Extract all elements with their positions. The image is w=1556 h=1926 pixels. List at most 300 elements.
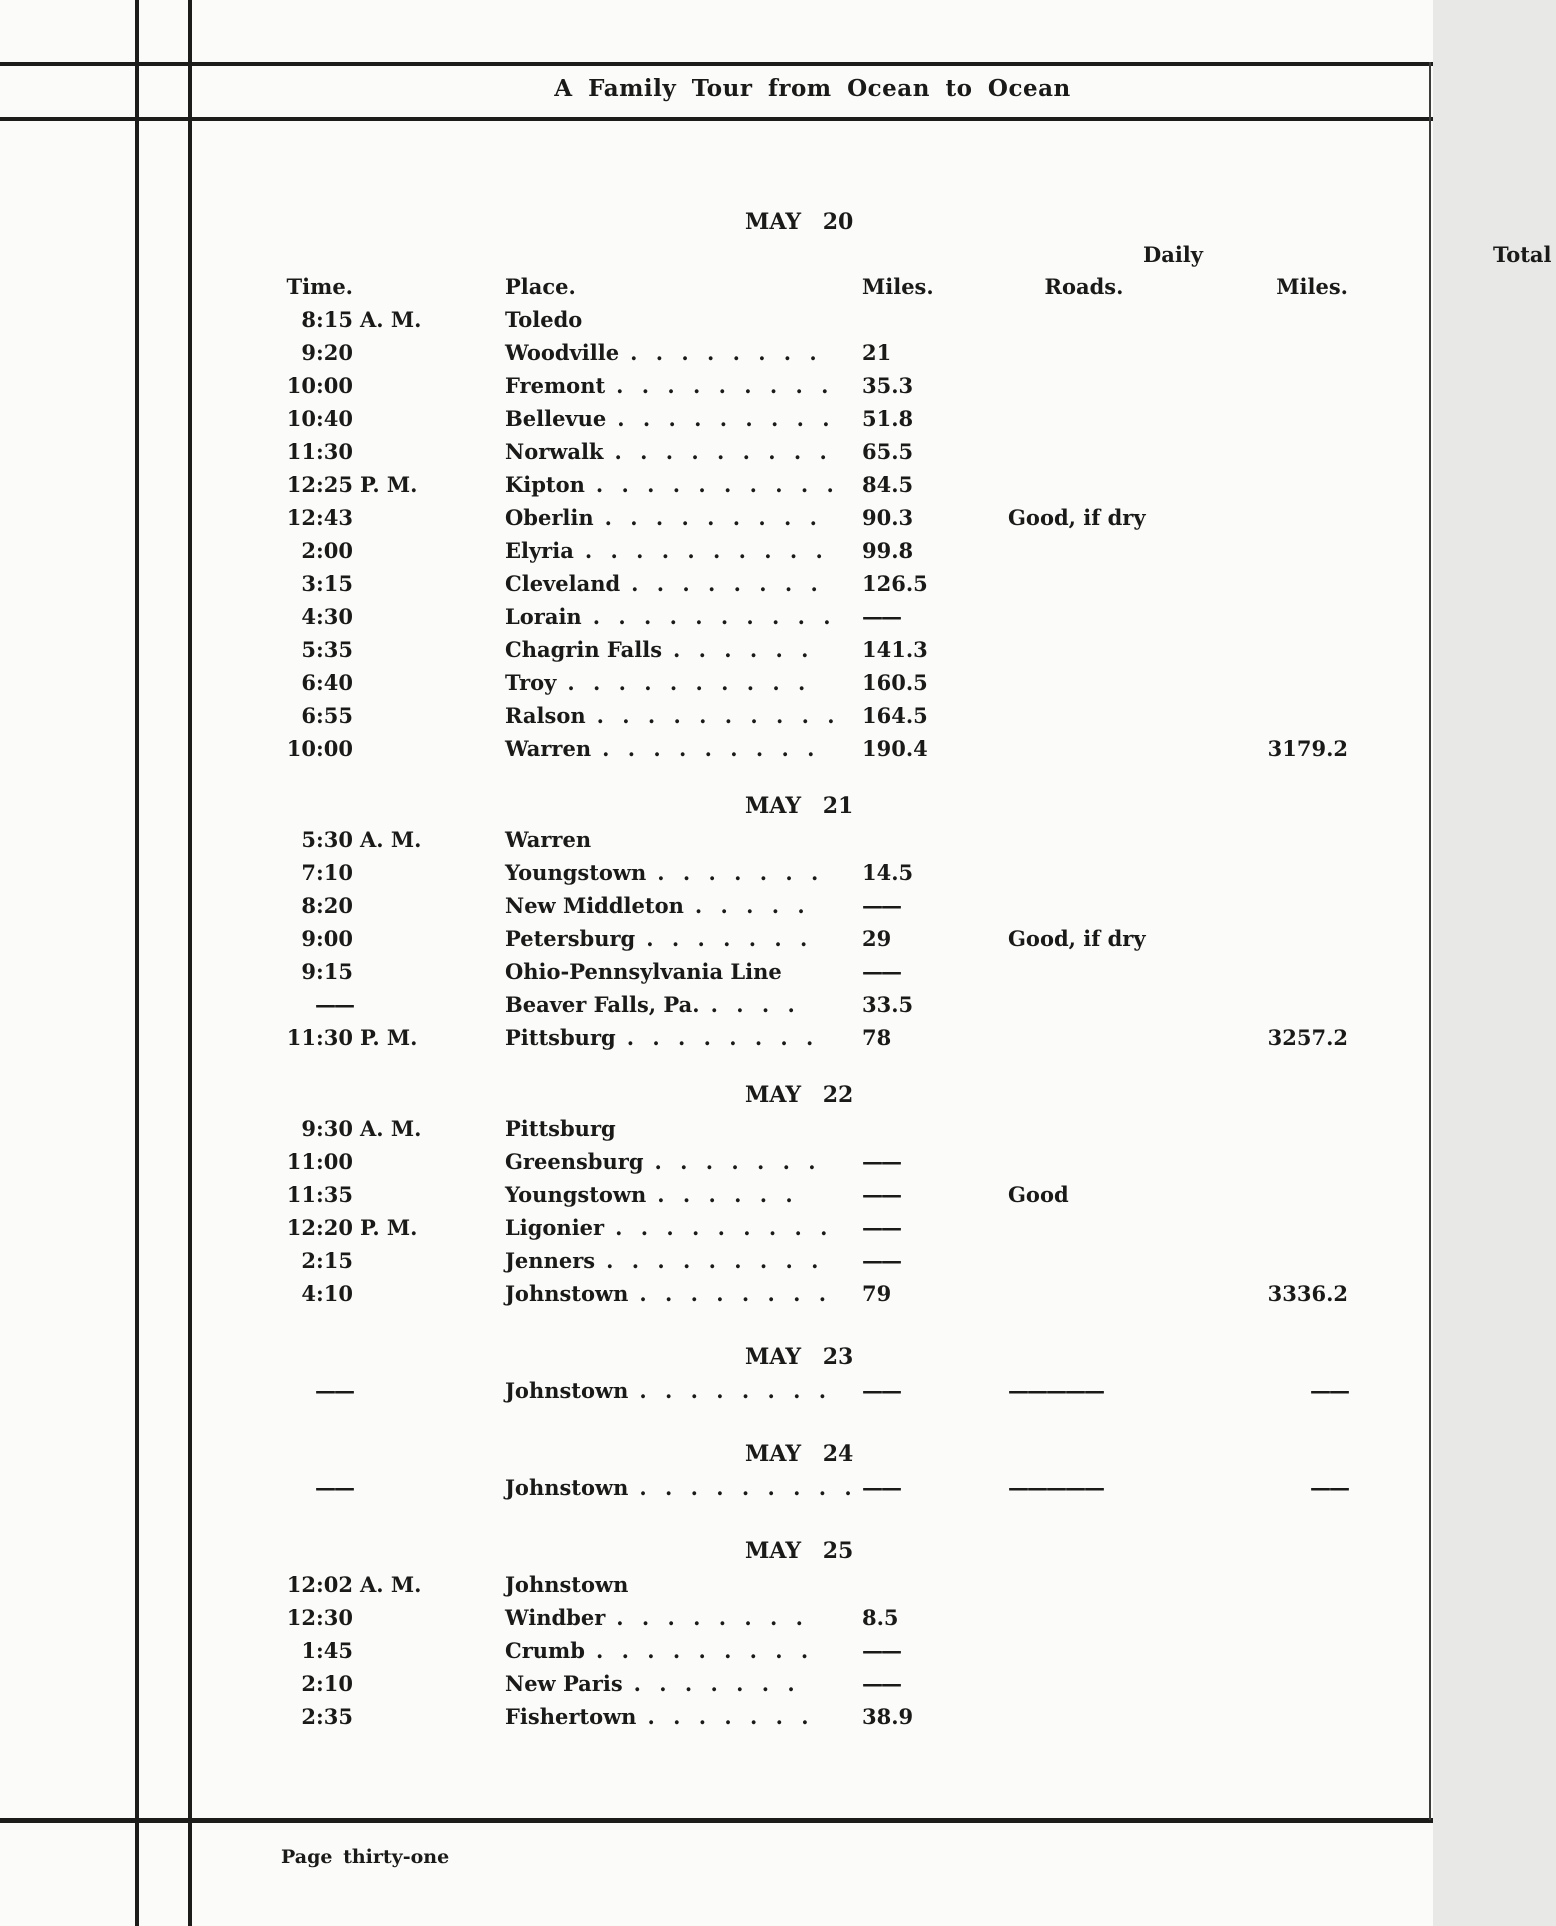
place-name: Johnstown [505,1378,629,1403]
itinerary-row [0,1145,1433,1178]
cell-time [281,534,431,567]
cell-total-miles: 3336.2 [1267,1281,1348,1306]
cell-roads [1008,666,1160,699]
column-headers-lower-row [0,271,1433,303]
page-number-label: Page thirty-one [281,1846,450,1868]
cell-time [281,955,431,988]
cell-place [505,402,860,435]
itinerary-row [0,567,1433,600]
place-leader-dots: . . . . . . . . . [617,406,830,431]
cell-time [281,1568,431,1601]
cell-daily-miles: 99.8 [862,538,914,563]
itinerary-row [0,1374,1433,1407]
cell-roads [1008,534,1160,567]
col-time-label: Time. [286,274,353,299]
cell-place [505,369,860,402]
cell-time [281,988,431,1021]
place-name: Johnstown [505,1475,629,1500]
place-leader-dots: . . . . . . . [647,1704,809,1729]
itinerary-row [0,988,1433,1021]
time-value: 11:00 [286,1149,353,1174]
time-meridiem: P. M. [360,472,418,497]
cell-daily-miles: 8.5 [862,1605,899,1630]
cell-place [505,336,860,369]
cell-place [505,1471,860,1504]
cell-place [505,1634,860,1667]
time-value: 2:10 [301,1671,353,1696]
cell-time [281,501,431,534]
itinerary-row [0,369,1433,402]
cell-total-miles [1230,1568,1348,1601]
place-leader-dots: . . . . [710,992,795,1017]
place-leader-dots: . . . . . . . . [626,1025,814,1050]
place-leader-dots: . . . . . . . [646,926,808,951]
cell-daily-miles: 79 [862,1281,892,1306]
place-name: Windber [505,1605,606,1630]
cell-daily-miles [862,1112,940,1145]
cell-daily-miles: —— [862,1182,900,1207]
place-leader-dots: . . . . . . . [657,860,819,885]
cell-roads [1008,600,1160,633]
place-leader-dots: . . . . . . . [633,1671,795,1696]
itinerary-row [0,889,1433,922]
cell-daily-miles: —— [862,893,900,918]
day-rows [0,823,1433,1054]
cell-total-miles [1230,1244,1348,1277]
time-value: 8:20 [301,893,353,918]
cell-total-miles [1230,988,1348,1021]
cell-roads [1008,1021,1160,1054]
place-name: Troy [505,670,557,695]
cell-place [505,856,860,889]
place-leader-dots: . . . . . . . . [639,1281,827,1306]
place-leader-dots: . . . . . . . . . . [596,703,835,728]
cell-time [281,666,431,699]
cell-total-miles [1230,501,1348,534]
day-section [0,1437,1433,1504]
cell-total-miles [1230,534,1348,567]
place-name: Johnstown [505,1281,629,1306]
time-value: 11:30 [286,439,353,464]
time-value: 4:30 [301,604,353,629]
place-leader-dots: . . . . . . . . . [595,1638,809,1663]
cell-place [505,600,860,633]
cell-daily-miles [862,1568,940,1601]
cell-roads: Good [1008,1182,1069,1207]
cell-roads [1008,699,1160,732]
place-name: Cleveland [505,571,621,596]
cell-place [505,1021,860,1054]
itinerary-row [0,856,1433,889]
itinerary-row [0,699,1433,732]
cell-time [281,1634,431,1667]
time-value: —— [315,1475,353,1500]
cell-roads [1008,988,1160,1021]
header-rule-top [0,62,1433,66]
cell-roads [1008,633,1160,666]
cell-total-miles [1230,1601,1348,1634]
cell-roads [1008,889,1160,922]
cell-roads [1008,1601,1160,1634]
cell-roads: ————— [1008,1475,1103,1500]
col-total-label: Total [1492,242,1552,267]
place-name: Woodville [505,340,620,365]
col-time [281,271,431,303]
cell-total-miles [1230,699,1348,732]
cell-total-miles [1230,600,1348,633]
day-section [0,205,1552,765]
itinerary-row [0,1244,1433,1277]
itinerary-row [0,534,1433,567]
place-name: Bellevue [505,406,607,431]
place-leader-dots: . . . . . . . . . . [567,670,806,695]
cell-place [505,1667,860,1700]
place-name: Warren [505,736,592,761]
cell-total-miles [1230,435,1348,468]
time-value: 3:15 [301,571,353,596]
day-rows [0,303,1433,765]
cell-daily-miles: 35.3 [862,373,914,398]
cell-daily-miles: 126.5 [862,571,928,596]
itinerary-row [0,1211,1433,1244]
cell-time [281,1178,431,1211]
place-leader-dots: . . . . . . . . [616,1605,803,1630]
cell-roads [1008,1700,1160,1733]
itinerary-row [0,1178,1433,1211]
itinerary-row [0,1112,1433,1145]
place-leader-dots: . . . . . . . . . [616,373,829,398]
itinerary-row [0,732,1433,765]
place-name: Beaver Falls, Pa. [505,992,700,1017]
cell-roads [1008,732,1160,765]
cell-roads [1008,1211,1160,1244]
place-name: Youngstown [505,860,647,885]
place-name: New Middleton [505,893,684,918]
cell-daily-miles [862,303,940,336]
cell-time [281,1244,431,1277]
cell-daily-miles: —— [862,1248,900,1273]
itinerary-row [0,1667,1433,1700]
cell-daily-miles: —— [862,1475,900,1500]
place-leader-dots: . . . . . . . . . [604,505,817,530]
cell-place [505,666,860,699]
itinerary-row [0,823,1433,856]
time-value: 12:30 [286,1605,353,1630]
itinerary-row [0,435,1433,468]
col-daily-miles-label: Miles. [862,274,934,299]
cell-total-miles [1230,1634,1348,1667]
cell-place [505,303,860,336]
place-leader-dots: . . . . . . . . . [639,1475,852,1500]
cell-time [281,1667,431,1700]
cell-total-miles [1230,633,1348,666]
itinerary-row [0,1700,1433,1733]
day-rows [0,1471,1433,1504]
place-name: Youngstown [505,1182,647,1207]
place-leader-dots: . . . . . . . . [639,1378,827,1403]
cell-place [505,1178,860,1211]
day-rows [0,1568,1433,1733]
itinerary-row [0,600,1433,633]
cell-total-miles [1230,1700,1348,1733]
cell-roads [1008,1277,1160,1310]
itinerary-row [0,303,1433,336]
cell-total-miles: —— [1310,1378,1348,1403]
place-name: Norwalk [505,439,604,464]
cell-daily-miles: —— [862,1149,900,1174]
itinerary-row [0,1601,1433,1634]
cell-total-miles [1230,666,1348,699]
itinerary-row [0,666,1433,699]
cell-roads [1008,1667,1160,1700]
cell-time [281,369,431,402]
place-name: Lorain [505,604,582,629]
itinerary [0,205,1552,1733]
cell-time [281,468,431,501]
cell-time [281,435,431,468]
cell-daily-miles: 90.3 [862,505,914,530]
cell-total-miles [1230,955,1348,988]
time-value: 10:00 [286,373,353,398]
cell-time [281,732,431,765]
cell-roads [1008,435,1160,468]
cell-total-miles [1230,1145,1348,1178]
cell-daily-miles: 190.4 [862,736,928,761]
cell-place [505,1244,860,1277]
cell-time [281,856,431,889]
cell-place [505,435,860,468]
place-name: Pittsburg [505,1116,616,1141]
col-total-miles-label: Miles. [1276,274,1348,299]
place-leader-dots: . . . . . [694,893,805,918]
cell-daily-miles: 141.3 [862,637,928,662]
cell-total-miles: 3257.2 [1267,1025,1348,1050]
cell-time [281,1021,431,1054]
cell-daily-miles: 160.5 [862,670,928,695]
cell-daily-miles: 78 [862,1025,892,1050]
day-rows [0,1112,1433,1310]
itinerary-row [0,501,1433,534]
cell-daily-miles: 33.5 [862,992,914,1017]
cell-place [505,699,860,732]
cell-time [281,633,431,666]
place-name: Ligonier [505,1215,605,1240]
place-name: Crumb [505,1638,585,1663]
place-name: Chagrin Falls [505,637,663,662]
cell-roads [1008,402,1160,435]
cell-place [505,889,860,922]
cell-total-miles [1230,336,1348,369]
day-title: MAY 22 [745,1082,854,1108]
cell-time [281,600,431,633]
place-leader-dots: . . . . . . . . [630,340,817,365]
place-leader-dots: . . . . . . . . . [614,439,827,464]
itinerary-row [0,1568,1433,1601]
cell-roads [1008,1145,1160,1178]
cell-total-miles [1230,1667,1348,1700]
itinerary-row [0,1277,1433,1310]
time-value: 4:10 [301,1281,353,1306]
place-leader-dots: . . . . . . . . . . [592,604,831,629]
cell-total-miles [1230,1112,1348,1145]
cell-place [505,633,860,666]
place-name: Warren [505,827,592,852]
cell-roads [1008,567,1160,600]
time-value: 11:35 [286,1182,353,1207]
cell-time [281,1277,431,1310]
cell-time [281,567,431,600]
cell-total-miles [1230,303,1348,336]
itinerary-row [0,402,1433,435]
cell-place [505,732,860,765]
cell-total-miles [1230,1178,1348,1211]
cell-time [281,823,431,856]
time-value: 2:00 [301,538,353,563]
place-leader-dots: . . . . . . . . . [602,736,815,761]
cell-total-miles [1230,567,1348,600]
cell-place [505,1112,860,1145]
cell-roads [1008,303,1160,336]
cell-roads [1008,468,1160,501]
column-headers-upper-row [0,239,1552,271]
cell-time [281,402,431,435]
col-roads-label: Roads. [1044,274,1124,299]
time-value: 5:30 [301,827,353,852]
cell-place [505,1700,860,1733]
cell-time [281,1700,431,1733]
time-value: 9:15 [301,959,353,984]
cell-roads [1008,1244,1160,1277]
place-name: Fishertown [505,1704,637,1729]
time-value: 8:15 [301,307,353,332]
cell-daily-miles: —— [862,604,900,629]
day-title: MAY 23 [745,1344,854,1370]
time-value: 12:43 [286,505,353,530]
cell-place [505,922,860,955]
cell-roads [1008,1634,1160,1667]
time-value: 9:20 [301,340,353,365]
time-meridiem: A. M. [360,1116,422,1141]
header-rule-bottom [0,117,1433,121]
place-name: Johnstown [505,1572,629,1597]
day-title: MAY 24 [745,1441,854,1467]
time-meridiem: P. M. [360,1215,418,1240]
cell-daily-miles: 21 [862,340,892,365]
place-leader-dots: . . . . . . . . . . [584,538,823,563]
place-name: Ralson [505,703,586,728]
time-value: 6:40 [301,670,353,695]
cell-roads [1008,1568,1160,1601]
cell-place [505,823,860,856]
place-name: Fremont [505,373,606,398]
place-name: Ohio-Pennsylvania Line [505,959,782,984]
cell-place [505,1145,860,1178]
cell-time [281,889,431,922]
time-value: 5:35 [301,637,353,662]
cell-daily-miles: —— [862,959,900,984]
day-section [0,1340,1433,1407]
itinerary-row [0,633,1433,666]
time-meridiem: P. M. [360,1025,418,1050]
cell-time [281,1145,431,1178]
cell-total-miles [1230,1211,1348,1244]
footer-rule [0,1818,1433,1823]
cell-time [281,1601,431,1634]
place-name: Elyria [505,538,574,563]
time-value: 12:20 [286,1215,353,1240]
cell-daily-miles: 38.9 [862,1704,914,1729]
cell-total-miles [1230,468,1348,501]
time-value: 1:45 [301,1638,353,1663]
itinerary-row [0,1634,1433,1667]
time-meridiem: A. M. [360,1572,422,1597]
cell-roads [1008,336,1160,369]
cell-total-miles [1230,369,1348,402]
cell-place [505,988,860,1021]
time-value: —— [315,992,353,1017]
time-value: 2:35 [301,1704,353,1729]
place-name: Greensburg [505,1149,644,1174]
itinerary-row [0,1021,1433,1054]
cell-roads: ————— [1008,1378,1103,1403]
cell-daily-miles: 29 [862,926,892,951]
cell-place [505,1277,860,1310]
time-value: 9:30 [301,1116,353,1141]
cell-roads: Good, if dry [1008,926,1146,951]
cell-daily-miles: 14.5 [862,860,914,885]
itinerary-row [0,336,1433,369]
cell-place [505,1374,860,1407]
time-value: —— [315,1378,353,1403]
col-place-label: Place. [505,274,576,299]
cell-total-miles: 3179.2 [1267,736,1348,761]
cell-place [505,468,860,501]
cell-place [505,501,860,534]
cell-total-miles [1230,402,1348,435]
cell-roads [1008,955,1160,988]
cell-roads: Good, if dry [1008,505,1146,530]
time-value: 7:10 [301,860,353,885]
day-title: MAY 20 [745,209,854,235]
cell-daily-miles: —— [862,1671,900,1696]
cell-daily-miles: 164.5 [862,703,928,728]
running-title: A Family Tour from Ocean to Ocean [554,75,1071,102]
cell-time [281,1211,431,1244]
place-leader-dots: . . . . . . . [654,1149,816,1174]
day-title: MAY 25 [745,1538,854,1564]
cell-place [505,1601,860,1634]
time-value: 9:00 [301,926,353,951]
column-headers [0,239,1552,303]
place-name: Pittsburg [505,1025,616,1050]
cell-total-miles: —— [1310,1475,1348,1500]
cell-total-miles [1230,823,1348,856]
cell-total-miles [1230,922,1348,955]
cell-daily-miles: 65.5 [862,439,914,464]
time-value: 10:40 [286,406,353,431]
cell-daily-miles: —— [862,1378,900,1403]
itinerary-row [0,955,1433,988]
day-rows [0,1374,1433,1407]
cell-daily-miles: —— [862,1215,900,1240]
cell-daily-miles: 51.8 [862,406,914,431]
cell-time [281,1374,431,1407]
day-section [0,1534,1433,1733]
cell-place [505,1211,860,1244]
cell-total-miles [1230,856,1348,889]
cell-time [281,336,431,369]
cell-place [505,1568,860,1601]
